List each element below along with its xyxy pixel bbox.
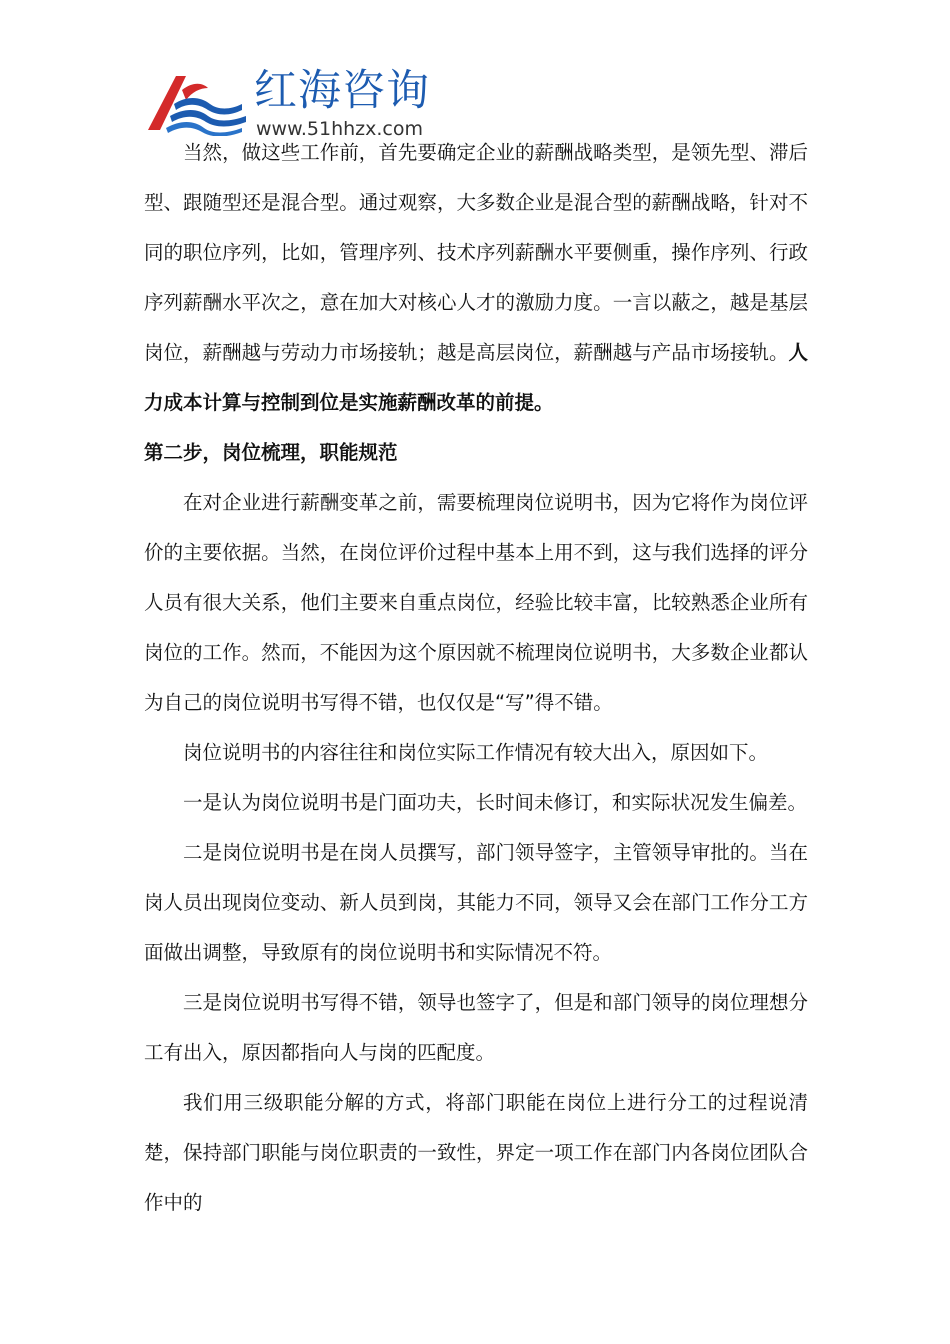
paragraph-reason-one: 一是认为岗位说明书是门面功夫，长时间未修订，和实际状况发生偏差。 bbox=[183, 791, 808, 814]
paragraph-text: 当然，做这些工作前，首先要确定企业的薪酬战略类型，是领先型、滞后型、跟随型还是混合型。通过观察，大多数企业是混合型的薪酬战略，针对不同的职位序列，比如，管理序列、技术序列薪酬水平要侧重，操作序列、行政序列薪酬水平次之，意在加大对核心人才的激励力度。一言以蔽之，越是基层岗位，薪酬越与劳动力市场接轨；越是高层岗位，薪酬越与产品市场接轨。 bbox=[144, 141, 808, 364]
document-body bbox=[144, 128, 808, 1228]
paragraph-salary-strategy bbox=[144, 128, 808, 428]
paragraph-reason-three: 三是岗位说明书写得不错，领导也签字了，但是和部门领导的岗位理想分工有出入，原因都指向人与岗的匹配度。 bbox=[144, 991, 808, 1064]
paragraph-function-decomposition: 我们用三级职能分解的方式，将部门职能在岗位上进行分工的过程说清楚，保持部门职能与岗位职责的一致性，界定一项工作在部门内各岗位团队合作中的 bbox=[144, 1091, 808, 1214]
logo-website-url: www.51hhzx.com bbox=[256, 118, 424, 140]
paragraph-job-description: 在对企业进行薪酬变革之前，需要梳理岗位说明书，因为它将作为岗位评价的主要依据。当然，在岗位评价过程中基本上用不到，这与我们选择的评分人员有很大关系，他们主要来自重点岗位，经验比较丰富，比较熟悉企业所有岗位的工作。然而，不能因为这个原因就不梳理岗位说明书，大多数企业都认为自己的岗位说明书写得不错，也仅仅是“写”得不错。 bbox=[144, 491, 808, 714]
bold-conclusion: 人力成本计算与控制到位是实施薪酬改革的前提。 bbox=[144, 341, 808, 414]
paragraph-reason-two: 二是岗位说明书是在岗人员撰写，部门领导签字，主管领导审批的。当在岗人员出现岗位变动、新人员到岗，其能力不同，领导又会在部门工作分工方面做出调整，导致原有的岗位说明书和实际情况不符。 bbox=[144, 841, 808, 964]
logo-company-name: 红海咨询 bbox=[254, 66, 430, 116]
wave-logo-icon bbox=[146, 70, 251, 136]
section-heading: 第二步，岗位梳理，职能规范 bbox=[144, 441, 398, 464]
paragraph-reasons-intro: 岗位说明书的内容往往和岗位实际工作情况有较大出入，原因如下。 bbox=[183, 741, 769, 764]
